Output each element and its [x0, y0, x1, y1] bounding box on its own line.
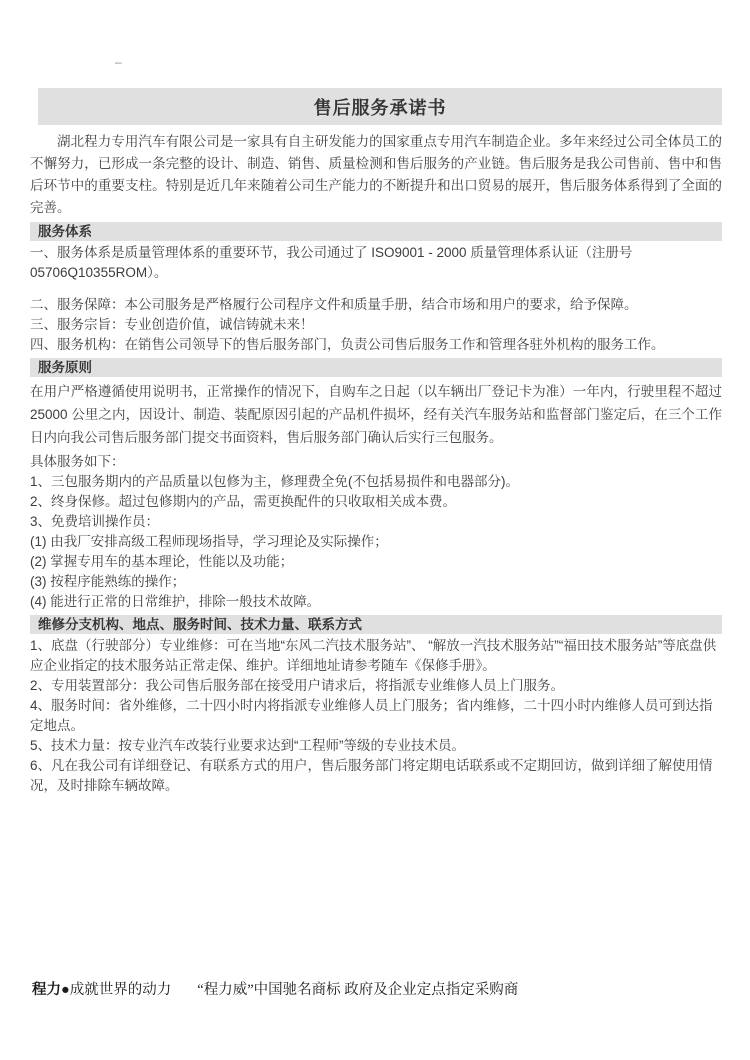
text-line: 4、服务时间：省外维修，二十四小时内将指派专业维修人员上门服务；省内维修，二十四小时内维修人员可到达指定地点。: [30, 698, 713, 733]
blank-line: [30, 283, 722, 295]
text-line: (3) 按程序能熟练的操作；: [30, 574, 186, 589]
text-line: 一、服务体系是质量管理体系的重要环节，我公司通过了 ISO9001 - 2000 质量管理体系认证（注册号 05706Q10355ROM）。: [30, 245, 633, 280]
footer-brand: 程力: [32, 982, 61, 998]
text-line: (4) 能进行正常的日常维护，排除一般技术故障。: [30, 594, 321, 609]
footer: [32, 978, 518, 999]
top-dash: –: [115, 55, 122, 69]
text-line: 1、底盘（行驶部分）专业维修：可在当地“东风二汽技术服务站”、 “解放一汽技术服务站”“福田技术服务站”等底盘供应企业指定的技术服务站正常走保、维护。详细地址请参考随车《保修手册》。: [30, 638, 717, 673]
text-line: 6、凡在我公司有详细登记、有联系方式的用户，售后服务部门将定期电话联系或不定期回访，做到详细了解使用情况，及时排除车辆故障。: [30, 758, 713, 793]
section-0: [30, 222, 722, 355]
footer-slogan: 成就世界的动力: [69, 982, 172, 998]
text-line: 3、免费培训操作员：: [30, 514, 160, 529]
section-paragraph: 在用户严格遵循使用说明书，正常操作的情况下，自购车之日起（以车辆出厂登记卡为准）一年内，行驶里程不超过 25000 公里之内，因设计、制造、装配原因引起的产品机件损坏，经有关汽车服务站和监督部门鉴定后，在三个工作日内向我公司售后服务部门提交书面资料，售后服务部门确认后实行三包服务。: [30, 384, 722, 445]
sections-container: [30, 222, 722, 796]
section-heading-bar: 维修分支机构、地点、服务时间、技术力量、联系方式: [30, 615, 722, 634]
section-heading-bar: 服务体系: [30, 222, 722, 241]
text-line: 2、终身保修。超过包修期内的产品，需更换配件的只收取相关成本费。: [30, 494, 457, 509]
text-line: 三、服务宗旨：专业创造价值，诚信铸就未来！: [30, 317, 314, 332]
footer-bullet-icon: ●: [61, 982, 70, 998]
text-line: (2) 掌握专用车的基本理论，性能以及功能；: [30, 554, 294, 569]
text-line: 具体服务如下：: [30, 454, 125, 469]
text-line: 1、三包服务期内的产品质量以包修为主，修理费全免(不包括易损件和电器部分)。: [30, 474, 519, 489]
section-1: [30, 358, 722, 612]
title-bar: [38, 88, 722, 125]
section-2: [30, 615, 722, 796]
text-line: 2、专用装置部分：我公司售后服务部在接受用户请求后，将指派专业维修人员上门服务。: [30, 678, 565, 693]
section-heading-bar: 服务原则: [30, 358, 722, 377]
page-title: 售后服务承诺书: [313, 97, 447, 118]
text-line: (1) 由我厂安排高级工程师现场指导，学习理论及实际操作；: [30, 534, 388, 549]
text-line: 四、服务机构：在销售公司领导下的售后服务部门，负责公司售后服务工作和管理各驻外机构的服务工作。: [30, 337, 665, 352]
footer-tagline: “程力威”中国驰名商标 政府及企业定点指定采购商: [197, 982, 519, 998]
text-line: 二、服务保障：本公司服务是严格履行公司程序文件和质量手册，结合市场和用户的要求，给予保障。: [30, 297, 638, 312]
text-line: 5、技术力量：按专业汽车改装行业要求达到“工程师”等级的专业技术员。: [30, 738, 465, 753]
intro-paragraph: 湖北程力专用汽车有限公司是一家具有自主研发能力的国家重点专用汽车制造企业。多年来经过公司全体员工的不懈努力，已形成一条完整的设计、制造、销售、质量检测和售后服务的产业链。售后服务是我公司售前、售中和售后环节中的重要支柱。特别是近几年来随着公司生产能力的不断提升和出口贸易的展开，售后服务体系得到了全面的完善。: [30, 134, 722, 215]
